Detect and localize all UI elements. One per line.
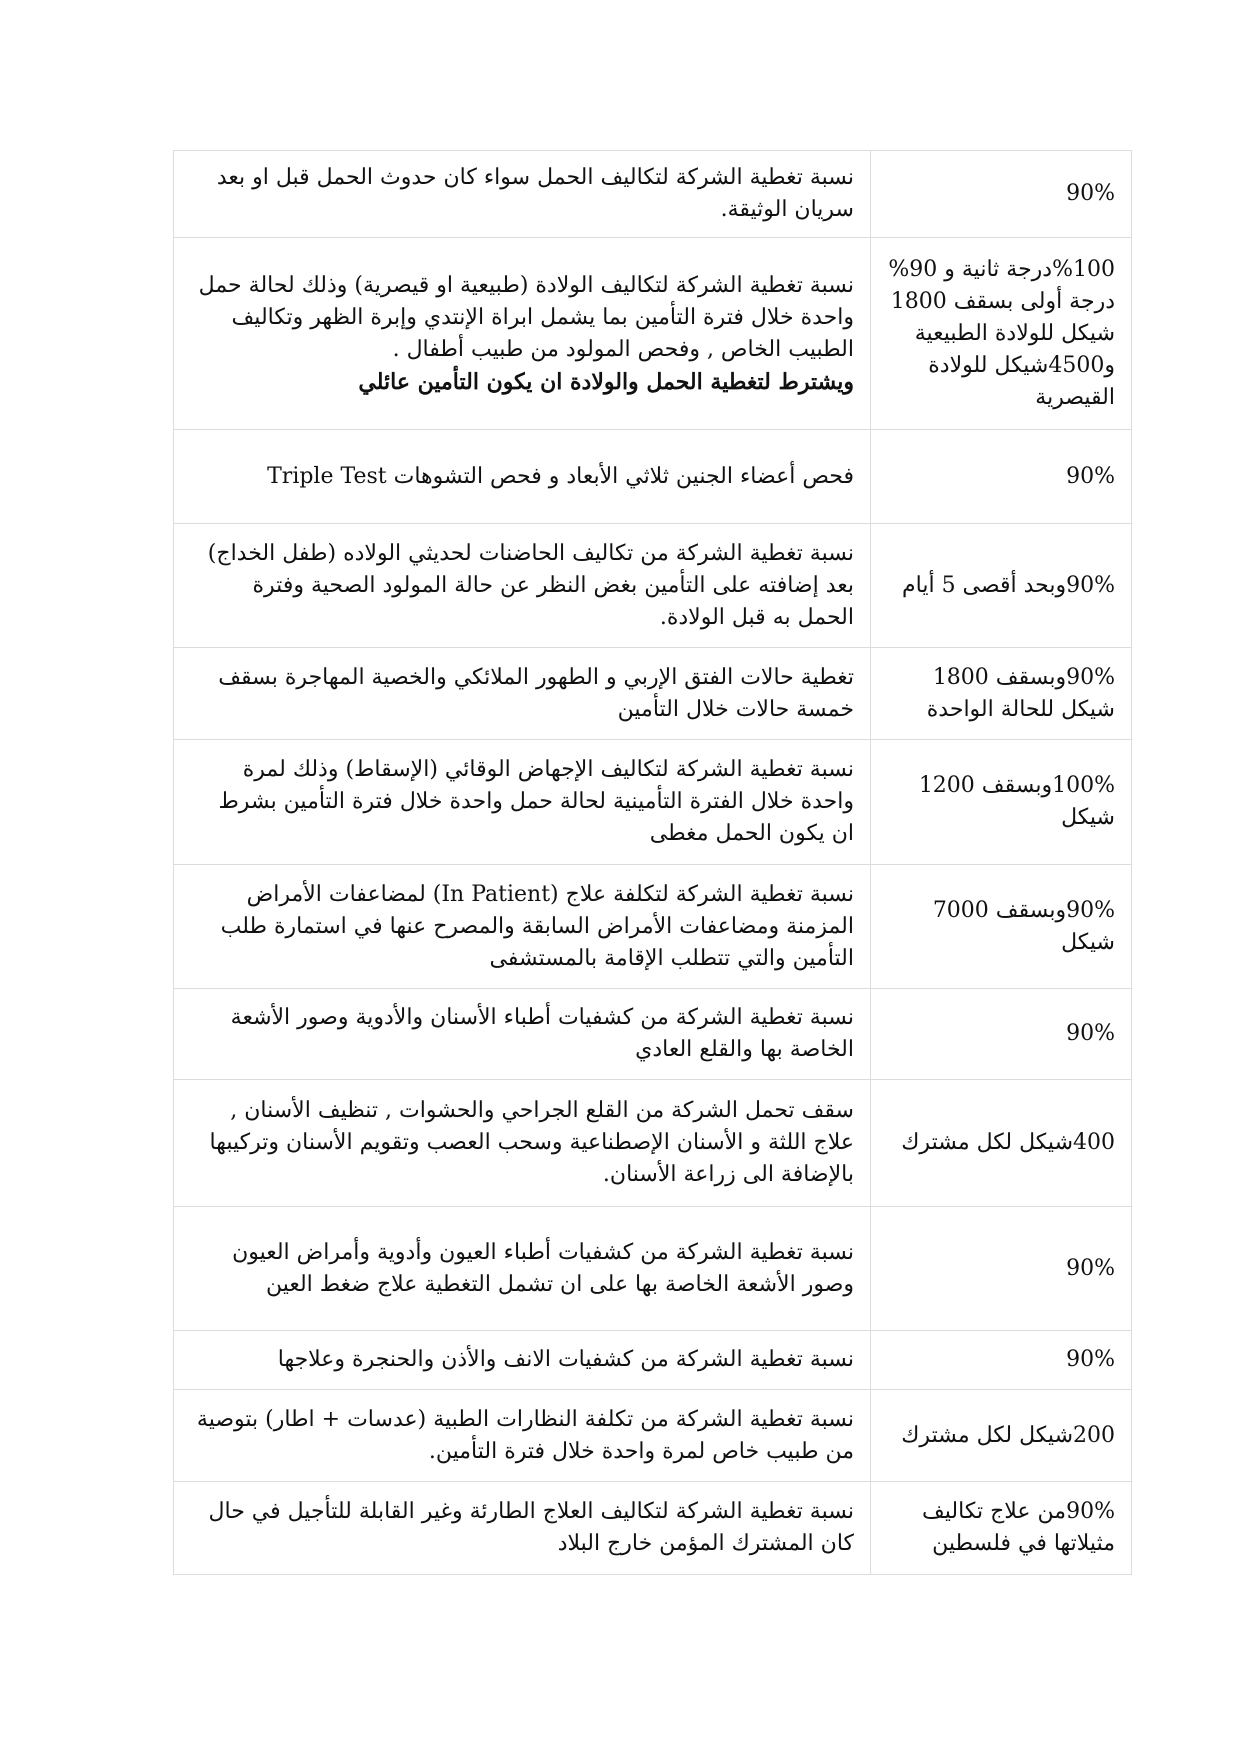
coverage-description: نسبة تغطية الشركة من كشفيات أطباء العيون وأدوية وأمراض العيون وصور الأشعة الخاصة بها على ان تشمل التغطية علاج ضغط العين	[174, 1207, 871, 1331]
coverage-description: نسبة تغطية الشركة من كشفيات أطباء الأسنان والأدوية وصور الأشعة الخاصة بها والقلع العادي	[174, 989, 871, 1080]
coverage-value: 90%	[871, 430, 1132, 524]
coverage-value: 90%	[871, 1331, 1132, 1390]
table-row	[174, 1390, 1132, 1482]
coverage-value: 90%وبسقف 1800 شيكل للحالة الواحدة	[871, 648, 1132, 740]
table-row	[174, 648, 1132, 740]
table-row	[174, 151, 1132, 238]
description-condition: ويشترط لتغطية الحمل والولادة ان يكون التأمين عائلي	[358, 368, 854, 395]
coverage-value: 90%	[871, 151, 1132, 238]
coverage-value: 90%وبحد أقصى 5 أيام	[871, 524, 1132, 648]
coverage-description: نسبة تغطية الشركة لتكلفة علاج (In Patient) لمضاعفات الأمراض المزمنة ومضاعفات الأمراض السابقة والمصرح عنها في استمارة طلب التأمين والتي تتطلب الإقامة بالمستشفى	[174, 865, 871, 989]
coverage-value: 90%وبسقف 7000 شيكل	[871, 865, 1132, 989]
coverage-value: 90%من علاج تكاليف مثيلاتها في فلسطين	[871, 1482, 1132, 1575]
coverage-description: نسبة تغطية الشركة من تكلفة النظارات الطبية (عدسات + اطار) بتوصية من طبيب خاص لمرة واحدة خلال فترة التأمين.	[174, 1390, 871, 1482]
coverage-value: 400شيكل لكل مشترك	[871, 1080, 1132, 1207]
table-row	[174, 1482, 1132, 1575]
coverage-value: 100%وبسقف 1200 شيكل	[871, 740, 1132, 865]
coverage-description: نسبة تغطية الشركة من كشفيات الانف والأذن والحنجرة وعلاجها	[174, 1331, 871, 1390]
table-row	[174, 1207, 1132, 1331]
table-row	[174, 524, 1132, 648]
table-row	[174, 989, 1132, 1080]
table-row	[174, 430, 1132, 524]
coverage-description	[174, 238, 871, 430]
coverage-description: نسبة تغطية الشركة لتكاليف الإجهاض الوقائي (الإسقاط) وذلك لمرة واحدة خلال الفترة التأمينية لحالة حمل واحدة خلال فترة التأمين بشرط ان يكون الحمل مغطى	[174, 740, 871, 865]
coverage-value: 90%	[871, 1207, 1132, 1331]
coverage-description: تغطية حالات الفتق الإربي و الطهور الملائكي والخصية المهاجرة بسقف خمسة حالات خلال التأمين	[174, 648, 871, 740]
coverage-value: 200شيكل لكل مشترك	[871, 1390, 1132, 1482]
table-row	[174, 865, 1132, 989]
coverage-description: نسبة تغطية الشركة لتكاليف الحمل سواء كان حدوث الحمل قبل او بعد سريان الوثيقة.	[174, 151, 871, 238]
coverage-description: نسبة تغطية الشركة من تكاليف الحاضنات لحديثي الولاده (طفل الخداج) بعد إضافته على التأمين بغض النظر عن حالة المولود الصحية وفترة الحمل به قبل الولادة.	[174, 524, 871, 648]
coverage-table	[173, 150, 1132, 1575]
coverage-value: %100درجة ثانية و 90% درجة أولى بسقف 1800 شيكل للولادة الطبيعية و4500شيكل للولادة القيصرية	[871, 238, 1132, 430]
coverage-description: فحص أعضاء الجنين ثلاثي الأبعاد و فحص التشوهات Triple Test	[174, 430, 871, 524]
table-row	[174, 238, 1132, 430]
coverage-description: نسبة تغطية الشركة لتكاليف العلاج الطارئة وغير القابلة للتأجيل في حال كان المشترك المؤمن خارج البلاد	[174, 1482, 871, 1575]
coverage-value: 90%	[871, 989, 1132, 1080]
description-text: نسبة تغطية الشركة لتكاليف الولادة (طبيعية او قيصرية) وذلك لحالة حمل واحدة خلال فترة التأمين بما يشمل ابراة الإنتدي وإبرة الظهر وتكاليف الطبيب الخاص , وفحص المولود من طبيب أطفال .	[198, 272, 854, 362]
coverage-description: سقف تحمل الشركة من القلع الجراحي والحشوات , تنظيف الأسنان , علاج اللثة و الأسنان الإصطناعية وسحب العصب وتقويم الأسنان وتركيبها بالإضافة الى زراعة الأسنان.	[174, 1080, 871, 1207]
table-row	[174, 1331, 1132, 1390]
table-row	[174, 1080, 1132, 1207]
table-row	[174, 740, 1132, 865]
